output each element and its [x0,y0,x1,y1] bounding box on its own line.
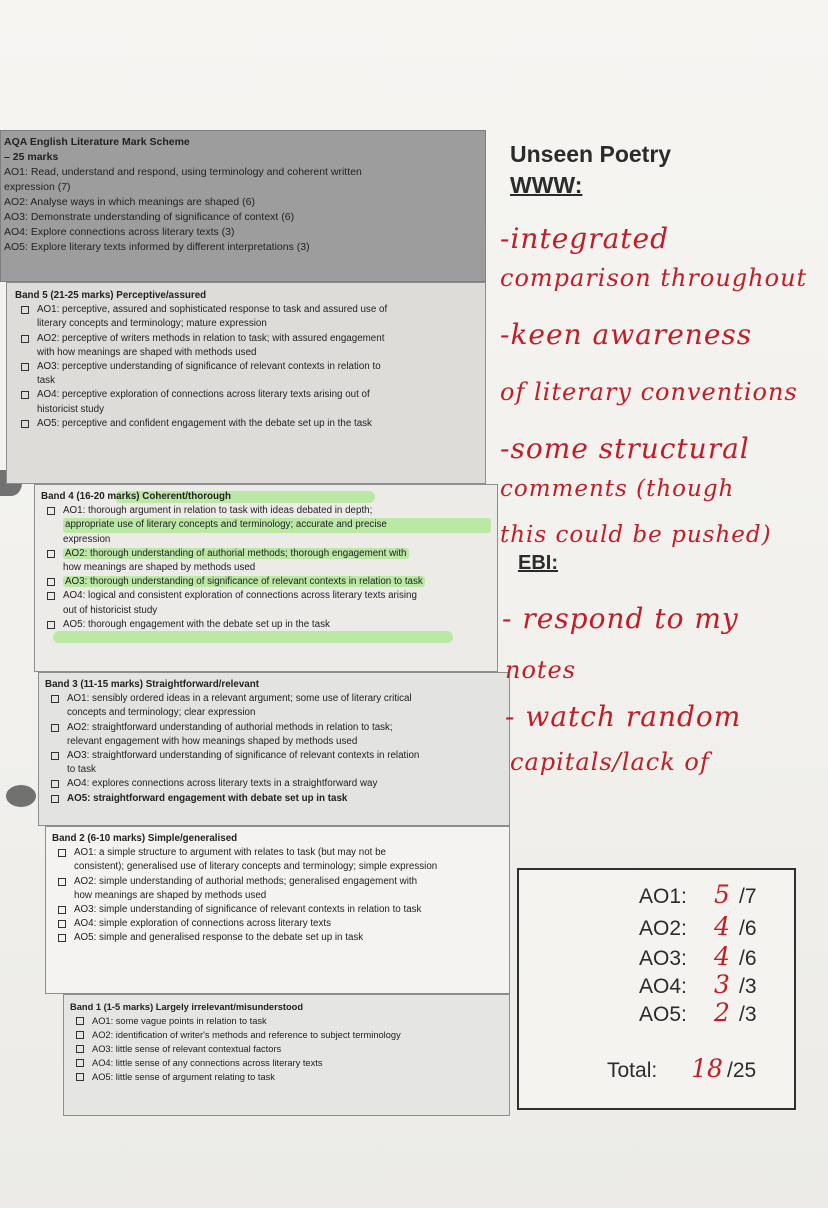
ao1-desc: AO1: Read, understand and respond, using terminology and coherent written [4,166,362,178]
criterion-item: AO4: simple exploration of connections across literary texts [52,917,503,931]
score-box [517,868,796,1110]
www-line-7: this could be pushed) [500,522,772,548]
criterion-item: AO2: identification of writer's methods and reference to subject terminology [70,1028,503,1042]
criterion-item: AO5: perceptive and confident engagement with the debate set up in the task [15,417,479,431]
criterion-item: AO1: thorough argument in relation to task with ideas debated in depth; appropriate use of literary concepts and terminology; accurate and precise expression [41,504,491,547]
checkbox-icon [51,724,59,732]
band-title: Band 3 (11-15 marks) Straightforward/relevant [45,679,259,690]
checkbox-icon [58,934,66,942]
score-row-ao1: AO1: 5 /7 [639,880,757,909]
criterion-item: AO5: straightforward engagement with debate set up in task [45,792,503,806]
www-line-6: comments (though [500,476,735,502]
criterion-item: AO2: perceptive of writers methods in relation to task; with assured engagement with how meanings are shaped with methods used [15,332,479,360]
checkbox-icon [76,1031,84,1039]
checkbox-icon [21,420,29,428]
checkbox-icon [21,335,29,343]
checkbox-icon [47,592,55,600]
score-row-ao2: AO2: 4 /6 [639,912,757,941]
www-line-2: comparison throughout [500,264,808,292]
scheme-title: AQA English Literature Mark Scheme [4,136,190,148]
band-2 [45,826,510,994]
criterion-item: AO4: perceptive exploration of connections across literary texts arising out of historicist study [15,388,479,416]
checkbox-icon [76,1045,84,1053]
ao2-desc: AO2: Analyse ways in which meanings are shaped (6) [4,196,255,208]
checkbox-icon [47,621,55,629]
www-line-4: of literary conventions [500,378,798,406]
feedback-title: Unseen Poetry [510,141,672,167]
band-title: Band 1 (1-5 marks) Largely irrelevant/misunderstood [70,1002,304,1012]
criterion-item: AO4: little sense of any connections across literary texts [70,1056,503,1070]
band-4 [34,484,498,672]
criterion-item: AO1: a simple structure to argument with relates to task (but may not be consistent); generalised use of literary concepts and terminology; simple expression [52,846,503,874]
mark-scheme-header [0,130,486,282]
ao3-desc: AO3: Demonstrate understanding of significance of context (6) [4,211,295,223]
criterion-item: AO2: thorough understanding of authorial methods; thorough engagement with how meanings are shaped by methods used [41,547,491,575]
checkbox-icon [47,550,55,558]
ao5-desc: AO5: Explore literary texts informed by different interpretations (3) [4,241,310,253]
criterion-item: AO3: perceptive understanding of significance of relevant contexts in relation to task [15,360,479,388]
criterion-item: AO4: logical and consistent exploration of connections across literary texts arising out of historicist study [41,589,491,617]
band-5 [6,282,486,484]
criterion-item: AO1: sensibly ordered ideas in a relevant argument; some use of literary critical concepts and terminology; clear expression [45,692,503,720]
ebi-line-2: notes [505,656,577,684]
score-row-ao3: AO3: 4 /6 [639,942,757,971]
checkbox-icon [76,1017,84,1025]
criterion-item: AO2: simple understanding of authorial methods; generalised engagement with how meanings are shaped by methods used [52,875,503,903]
criterion-item: AO5: simple and generalised response to the debate set up in task [52,931,503,945]
checkbox-icon [58,920,66,928]
punch-hole [6,785,36,807]
band-title: Band 5 (21-25 marks) Perceptive/assured [15,290,207,301]
criterion-item: AO3: little sense of relevant contextual factors [70,1042,503,1056]
scheme-marks: – 25 marks [4,151,59,163]
criterion-item: AO1: some vague points in relation to task [70,1014,503,1028]
checkbox-icon [51,780,59,788]
band-3 [38,672,510,826]
score-row-ao5: AO5: 2 /3 [639,998,757,1027]
band-title: Band 2 (6-10 marks) Simple/generalised [52,833,238,844]
score-total: Total: 18 /25 [607,1054,757,1083]
criterion-item: AO2: straightforward understanding of authorial methods in relation to task; relevant engagement with how meanings shaped by methods used [45,721,503,749]
criterion-item: AO3: thorough understanding of significance of relevant contexts in relation to task [41,575,491,589]
checkbox-icon [58,906,66,914]
www-line-1: -integrated [500,222,670,255]
ebi-label: EBI: [518,552,558,574]
checkbox-icon [21,363,29,371]
criterion-item: AO5: little sense of argument relating to task [70,1070,503,1084]
ao1-desc-cont: expression (7) [4,181,71,193]
score-row-ao4: AO4: 3 /3 [639,970,757,999]
band-title: Band 4 (16-20 marks) Coherent/thorough [41,491,231,502]
www-line-3: -keen awareness [500,318,753,351]
checkbox-icon [58,849,66,857]
ao4-desc: AO4: Explore connections across literary texts (3) [4,226,235,238]
checkbox-icon [51,752,59,760]
checkbox-icon [51,795,59,803]
checkbox-icon [21,391,29,399]
ebi-line-4: capitals/lack of [510,748,710,776]
criterion-item: AO3: straightforward understanding of significance of relevant contexts in relation to task [45,749,503,777]
ebi-line-1: - respond to my [502,602,739,635]
criterion-item: AO4: explores connections across literary texts in a straightforward way [45,777,503,791]
highlighter-stroke [53,631,453,643]
checkbox-icon [47,578,55,586]
www-label: WWW: [510,172,583,198]
www-line-5: -some structural [500,432,750,465]
ebi-line-3: - watch random [505,700,742,733]
checkbox-icon [47,507,55,515]
criterion-item: AO5: thorough engagement with the debate set up in the task [41,618,491,632]
checkbox-icon [21,306,29,314]
checkbox-icon [76,1059,84,1067]
checkbox-icon [58,878,66,886]
criterion-item: AO3: simple understanding of significance of relevant contexts in relation to task [52,903,503,917]
checkbox-icon [51,695,59,703]
criterion-item: AO1: perceptive, assured and sophisticated response to task and assured use of literary concepts and terminology; mature expression [15,303,479,331]
band-1 [63,994,510,1116]
checkbox-icon [76,1073,84,1081]
